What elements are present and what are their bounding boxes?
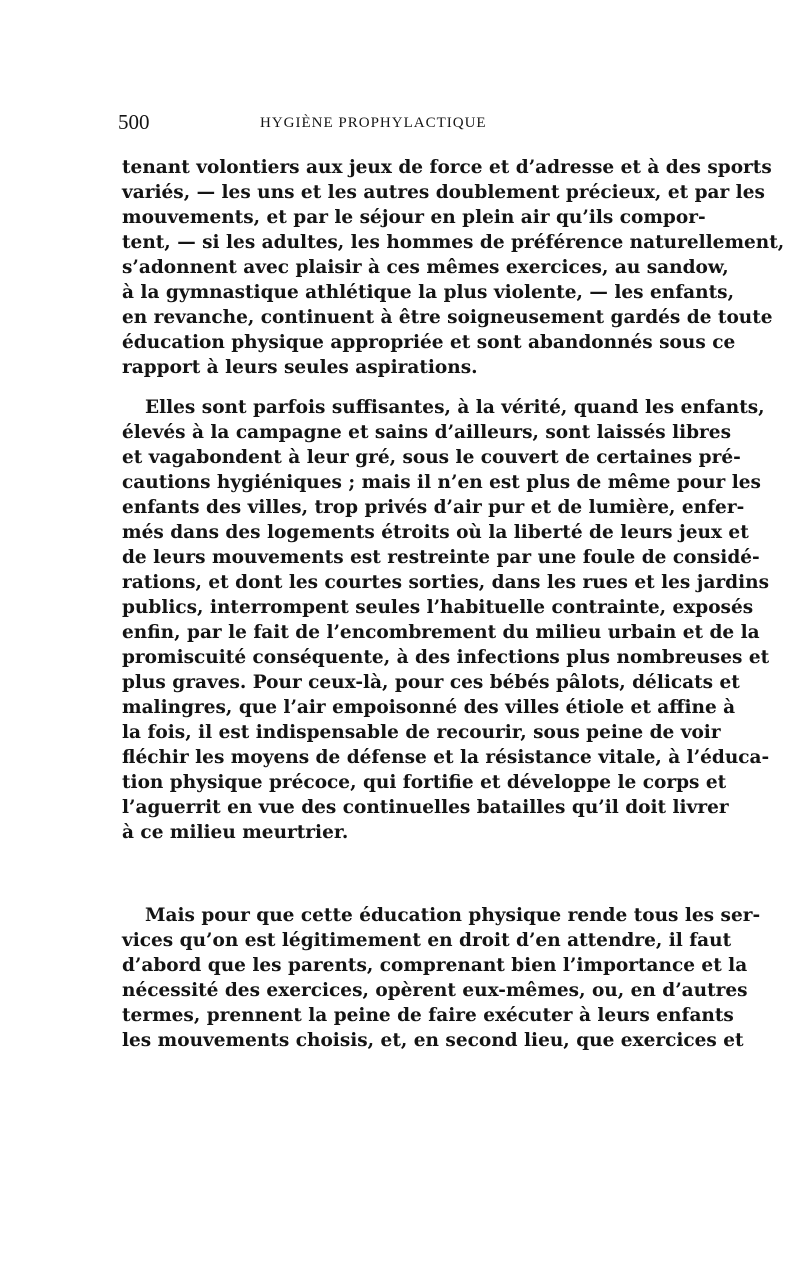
text-line: la fois, il est indispensable de recourir, sous peine de voir <box>122 722 721 743</box>
text-line: termes, prennent la peine de faire exécuter à leurs enfants <box>122 1005 734 1026</box>
text-line: promiscuité conséquente, à des infections plus nombreuses et <box>122 647 770 668</box>
text-line: à la gymnastique athlétique la plus violente, — les enfants, <box>122 282 735 303</box>
text-line: fléchir les moyens de défense et la résistance vitale, à l’éduca- <box>122 747 770 768</box>
text-line: élevés à la campagne et sains d’ailleurs, sont laissés libres <box>122 422 731 443</box>
text-line: malingres, que l’air empoisonné des villes étiole et affine à <box>122 697 736 718</box>
text-line: l’aguerrit en vue des continuelles batailles qu’il doit livrer <box>122 797 729 818</box>
text-line: nécessité des exercices, opèrent eux-mêmes, ou, en d’autres <box>122 980 748 1001</box>
text-line: cautions hygiéniques ; mais il n’en est plus de même pour les <box>122 472 761 493</box>
text-line: mouvements, et par le séjour en plein air qu’ils compor- <box>122 207 706 228</box>
text-line: les mouvements choisis, et, en second lieu, que exercices et <box>122 1030 744 1051</box>
text-line: enfin, par le fait de l’encombrement du milieu urbain et de la <box>122 622 760 643</box>
text-line: tion physique précoce, qui fortifie et développe le corps et <box>122 772 727 793</box>
text-line: vices qu’on est légitimement en droit d’en attendre, il faut <box>122 930 732 951</box>
text-line: plus graves. Pour ceux-là, pour ces bébés pâlots, délicats et <box>122 672 740 693</box>
text-line: tenant volontiers aux jeux de force et d’adresse et à des sports <box>122 157 772 178</box>
text-line: rapport à leurs seules aspirations. <box>122 357 478 378</box>
text-line: en revanche, continuent à être soigneusement gardés de toute <box>122 307 773 328</box>
text-line: de leurs mouvements est restreinte par une foule de considé- <box>122 547 760 568</box>
text-line: Mais pour que cette éducation physique rende tous les ser- <box>145 905 761 926</box>
text-line: et vagabondent à leur gré, sous le couvert de certaines pré- <box>122 447 741 468</box>
running-head: HYGIÈNE PROPHYLACTIQUE <box>260 115 487 131</box>
text-line: publics, interrompent seules l’habituelle contrainte, exposés <box>122 597 754 618</box>
text-line: tent, — si les adultes, les hommes de préférence naturellement, <box>122 232 785 253</box>
text-line: s’adonnent avec plaisir à ces mêmes exercices, au sandow, <box>122 257 729 278</box>
text-line: à ce milieu meurtrier. <box>122 822 349 843</box>
text-line: Elles sont parfois suffisantes, à la vérité, quand les enfants, <box>145 397 765 418</box>
text-line: més dans des logements étroits où la liberté de leurs jeux et <box>122 522 749 543</box>
text-line: enfants des villes, trop privés d’air pur et de lumière, enfer- <box>122 497 745 518</box>
text-line: variés, — les uns et les autres doublement précieux, et par les <box>122 182 765 203</box>
text-line: éducation physique appropriée et sont abandonnés sous ce <box>122 332 736 353</box>
text-line: d’abord que les parents, comprenant bien l’importance et la <box>122 955 748 976</box>
text-line: rations, et dont les courtes sorties, dans les rues et les jardins <box>122 572 770 593</box>
page-number: 500 <box>118 110 150 134</box>
